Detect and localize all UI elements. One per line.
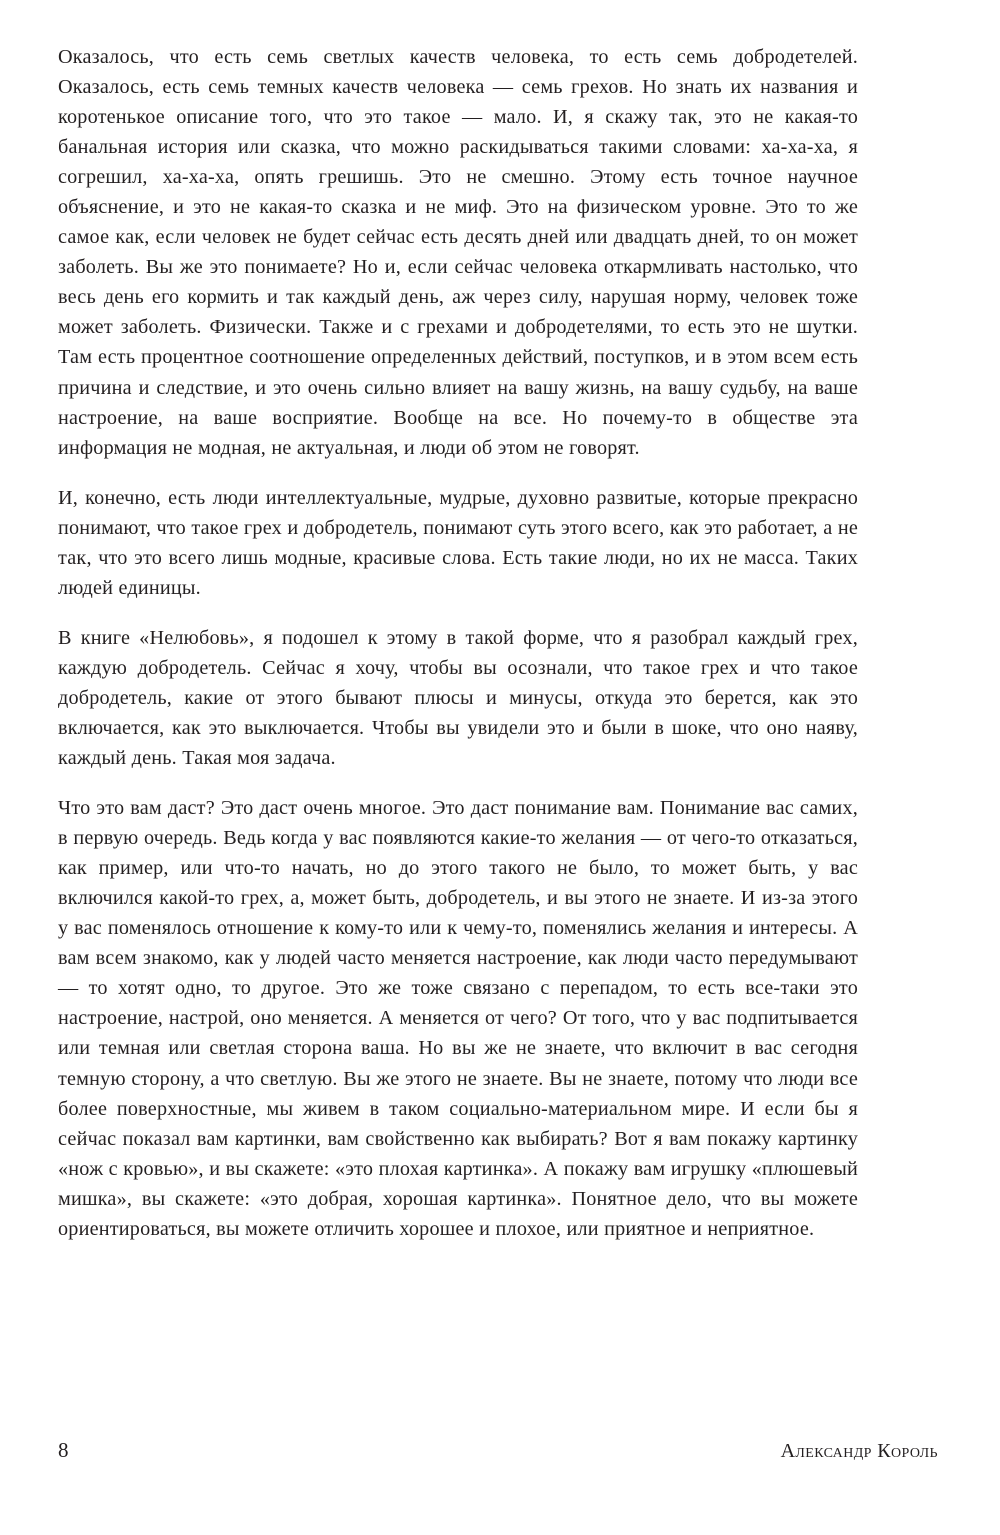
author-name: Александр Король <box>780 1440 938 1462</box>
paragraph: Что это вам даст? Это даст очень многое. Это даст понимание вам. Понимание вас самих, в первую очередь. Ведь когда у вас появляются какие-то желания — от чего-то отказаться, как пример, или что-то начать, но до этого такого не было, то может быть, у вас включился какой-то грех, а, может быть, добродетель, и вы этого не знаете. И из-за этого у вас поменялось отношение к кому-то или к чему-то, поменялись желания и интересы. А вам всем знакомо, как у людей часто меняется настроение, как люди часто передумывают — то хотят одно, то другое. Это же тоже связано с перепадом, то есть все-таки это настроение, настрой, оно меняется. А меняется от чего? От того, что у вас подпитывается или темная или светлая сторона ваша. Но вы же не знаете, что включит в вас сегодня темную сторону, а что светлую. Вы же этого не знаете. Вы не знаете, потому что люди все более поверхностные, мы живем в таком социально-материальном мире. И если бы я сейчас показал вам картинки, вам свойственно как выбирать? Вот я вам покажу картинку «нож с кровью», и вы скажете: «это плохая картинка». А покажу вам игрушку «плюшевый мишка», вы скажете: «это добрая, хорошая картинка». Понятное дело, что вы можете ориентироваться, вы можете отличить хорошее и плохое, или приятное и неприятное. <box>58 797 858 1240</box>
page-number: 8 <box>58 1438 69 1462</box>
body-text-column <box>58 42 858 1244</box>
paragraph: Оказалось, что есть семь светлых качеств человека, то есть семь добродетелей. Оказалось, есть семь темных качеств человека — семь грехов. Но знать их названия и коротенькое описание того, что это такое — мало. И, я скажу так, это не какая-то банальная история или сказка, что можно раскидываться такими словами: ха-ха-ха, я согрешил, ха-ха-ха, опять грешишь. Это не смешно. Этому есть точное научное объяснение, и это не какая-то сказка и не миф. Это на физическом уровне. Это то же самое как, если человек не будет сейчас есть десять дней или двадцать дней, то он может заболеть. Вы же это понимаете? Но и, если сейчас человека откармливать настолько, что весь день его кормить и так каждый день, аж через силу, нарушая норму, человек тоже может заболеть. Физически. Также и с грехами и добродетелями, то есть это не шутки. Там есть процентное соотношение определенных действий, поступков, и в этом всем есть причина и следствие, и это очень сильно влияет на вашу жизнь, на вашу судьбу, на ваше настроение, на ваше восприятие. Вообще на все. Но почему-то в обществе эта информация не модная, не актуальная, и люди об этом не говорят. <box>58 46 858 459</box>
paragraph: В книге «Нелюбовь», я подошел к этому в такой форме, что я разобрал каждый грех, каждую добродетель. Сейчас я хочу, чтобы вы осознали, что такое грех и что такое добродетель, какие от этого бывают плюсы и минусы, откуда это берется, как это включается, как это выключается. Чтобы вы увидели это и были в шоке, что оно наяву, каждый день. Такая моя задача. <box>58 626 858 770</box>
page-footer <box>58 1440 942 1474</box>
paragraph: И, конечно, есть люди интеллектуальные, мудрые, духовно развитые, которые прекрасно понимают, что такое грех и добродетель, понимают суть этого всего, как это работает, а не так, что это всего лишь модные, красивые слова. Есть такие люди, но их не масса. Таких людей единицы. <box>58 486 858 599</box>
